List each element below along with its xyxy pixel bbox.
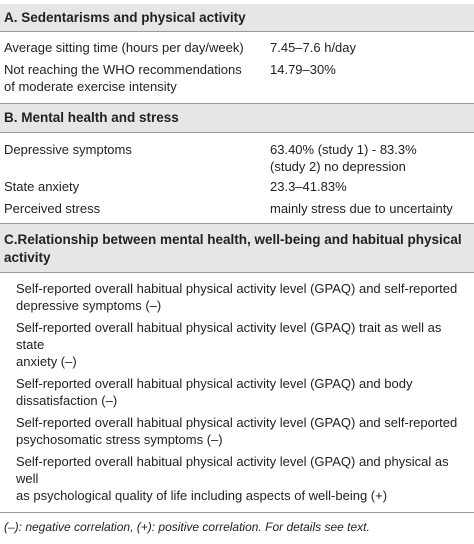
divider [0,272,474,273]
row-value-line1: 63.40% (study 1) - 83.3% [270,142,417,157]
list-item [0,375,474,409]
row-label: Depressive symptoms [4,142,132,157]
row-label: Average sitting time (hours per day/week) [4,40,244,55]
section-c-heading [0,224,474,272]
row-label-line1: Not reaching the WHO recommendations [4,62,242,77]
section-a-heading [0,4,474,31]
list-item-line2: depressive symptoms (–) [16,298,162,313]
list-item [0,319,474,370]
row-label-line2: of moderate exercise intensity [4,79,177,94]
row-value: mainly stress due to uncertainty [270,201,453,216]
row-label [0,61,267,95]
section-c-heading-line1: C.Relationship between mental health, well-being and habitual physical [4,231,462,247]
list-item [0,453,474,504]
list-item-line1: Self-reported overall habitual physical activity level (GPAQ) and self-reported [16,415,458,430]
table-row [0,61,474,95]
list-item [0,414,474,448]
row-value: 7.45–7.6 h/day [270,40,357,55]
row-value: 14.79–30% [270,62,336,77]
list-item [0,280,474,314]
section-b-heading-text: B. Mental health and stress [4,110,179,125]
divider [0,31,474,32]
row-label: State anxiety [4,179,80,194]
results-table [0,4,474,535]
list-item-line1: Self-reported overall habitual physical activity level (GPAQ) and body [16,376,413,391]
table-row [0,141,474,175]
row-value [267,141,474,175]
table-row [0,200,474,217]
list-item-line2: dissatisfaction (–) [16,393,118,408]
row-label: Perceived stress [4,201,101,216]
table-row [0,39,474,56]
divider [0,512,474,513]
section-b-heading [0,104,474,132]
list-item-line1: Self-reported overall habitual physical activity level (GPAQ) trait as well as state [16,320,442,352]
list-item-line1: Self-reported overall habitual physical activity level (GPAQ) and physical as well [16,454,449,486]
list-item-line2: anxiety (–) [16,354,77,369]
section-c-heading-line2: activity [4,249,51,265]
divider [0,132,474,133]
list-item-line2: as psychological quality of life including aspects of well-being (+) [16,488,388,503]
table-footnote: (–): negative correlation, (+): positive correlation. For details see text. [4,520,370,534]
row-value: 23.3–41.83% [270,179,347,194]
section-a-heading-text: A. Sedentarisms and physical activity [4,9,246,25]
row-value-line2: (study 2) no depression [270,159,406,174]
table-row [0,178,474,195]
list-item-line1: Self-reported overall habitual physical activity level (GPAQ) and self-reported [16,281,458,296]
list-item-line2: psychosomatic stress symptoms (–) [16,432,223,447]
